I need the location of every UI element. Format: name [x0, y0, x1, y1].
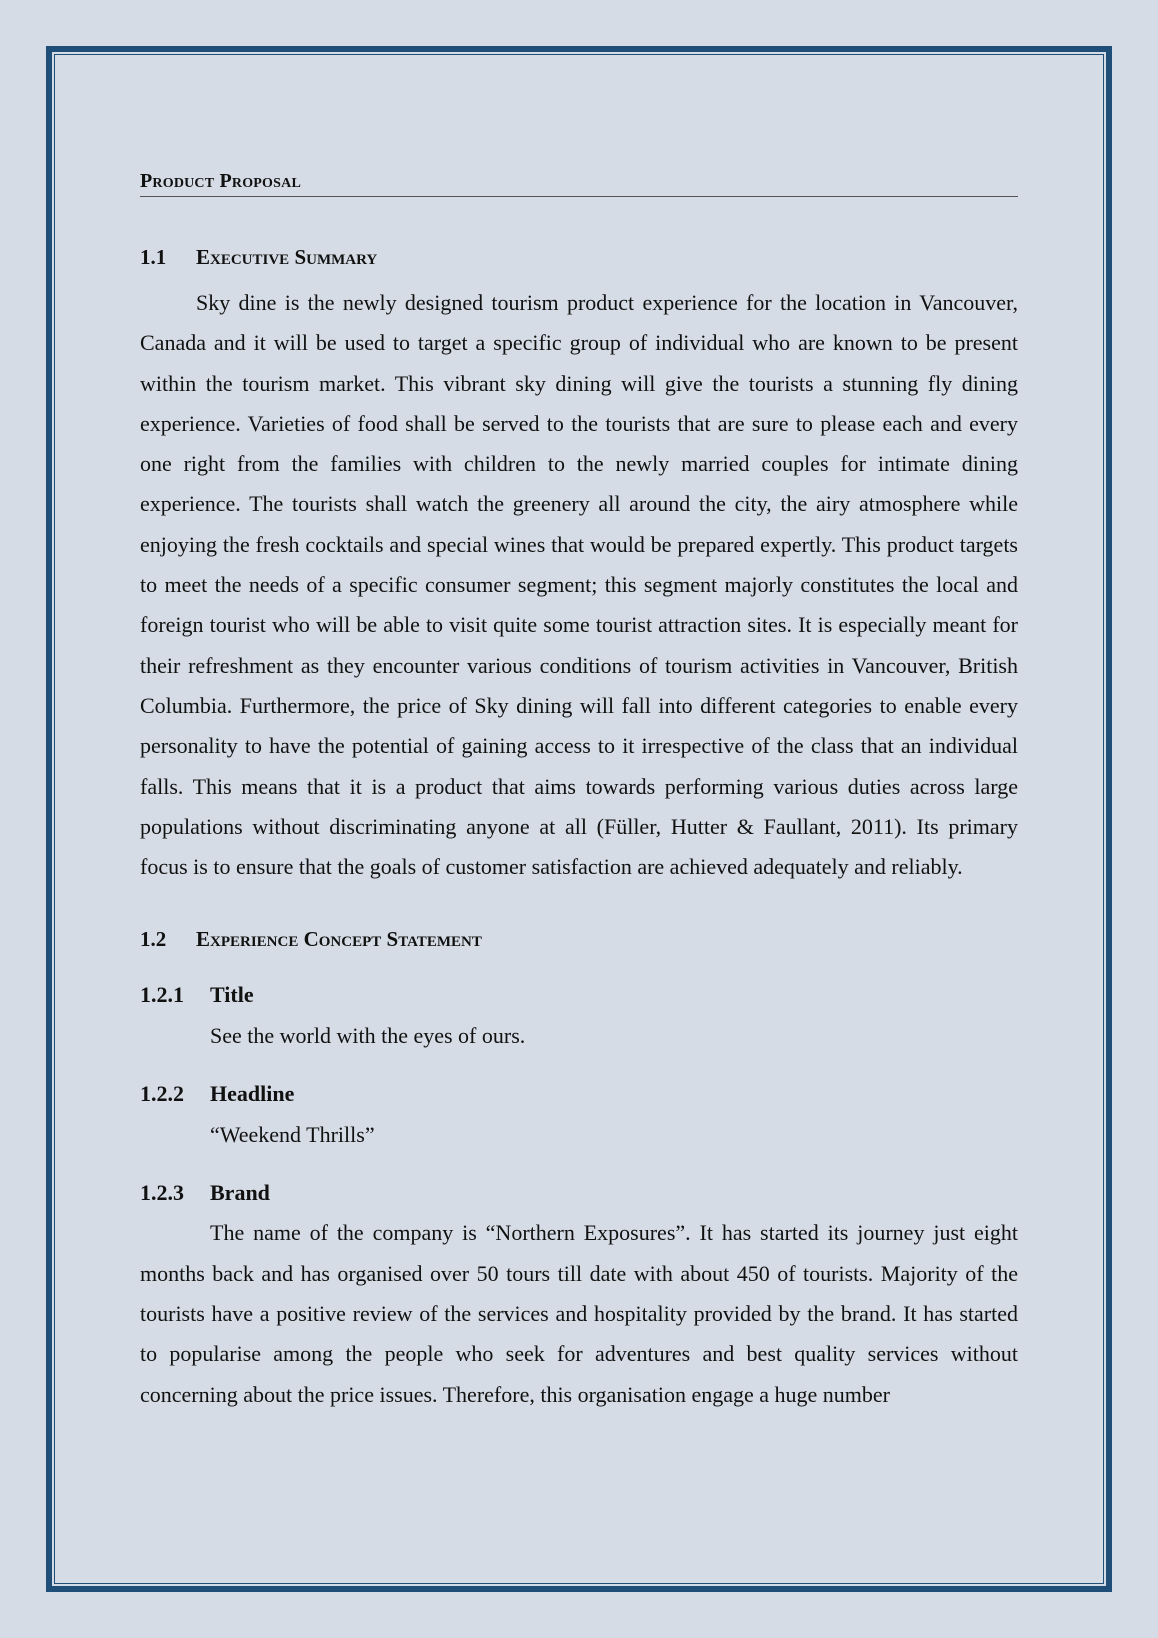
subsection-number: 1.2.2 [140, 1081, 184, 1107]
section-heading-experience-concept [140, 927, 1018, 951]
section-heading-executive-summary [140, 245, 1018, 269]
subsection-heading-title [140, 981, 1018, 1009]
subsection-heading-brand [140, 1179, 1018, 1207]
section-title: Executive Summary [196, 245, 378, 269]
section-title: Experience Concept Statement [196, 927, 482, 952]
subsection-title: Headline [210, 1081, 295, 1107]
subsection-number: 1.2.3 [140, 1180, 184, 1206]
section-number: 1.2 [140, 927, 167, 952]
subsection-heading-headline [140, 1080, 1018, 1108]
title-text: See the world with the eyes of ours. [210, 1023, 526, 1049]
section-number: 1.1 [140, 245, 167, 269]
brand-paragraph: The name of the company is “Northern Exposures”. It has started its journey just eight months back and has organised over 50 tours till date with about 450 of tourists. Majority of the tourists have a positive review of the services and hospitality provided by the brand. It has started to popularise among the people who seek for adventures and best quality services without concerning about the price issues. Therefore, this organisation engage a huge number [140, 1220, 1018, 1407]
subsection-title: Brand [210, 1180, 270, 1206]
subsection-number: 1.2.1 [140, 982, 184, 1008]
subsection-title: Title [210, 982, 254, 1008]
executive-summary-paragraph: Sky dine is the newly designed tourism product experience for the location in Vancouver, Canada and it will be used to target a specific group of individual who are known to be present within the tourism market. This vibrant sky dining will give the tourists a stunning fly dining experience. Varieties of food shall be served to the tourists that are sure to please each and every one right from the families with children to the newly married couples for intimate dining experience. The tourists shall watch the greenery all around the city, the airy atmosphere while enjoying the fresh cocktails and special wines that would be prepared expertly. This product targets to meet the needs of a specific consumer segment; this segment majorly constitutes the local and foreign tourist who will be able to visit quite some tourist attraction sites. It is especially meant for their refreshment as they encounter various conditions of tourism activities in Vancouver, British Columbia. Furthermore, the price of Sky dining will fall into different categories to enable every personality to have the potential of gaining access to it irrespective of the class that an individual falls. This means that it is a product that aims towards performing various duties across large populations without discriminating anyone at all (Füller, Hutter & Faullant, 2011). Its primary focus is to ensure that the goals of customer satisfaction are achieved adequately and reliably. [140, 290, 1018, 880]
document-page [140, 170, 1018, 1415]
headline-text: “Weekend Thrills” [210, 1122, 375, 1148]
document-title: Product Proposal [140, 170, 1018, 197]
